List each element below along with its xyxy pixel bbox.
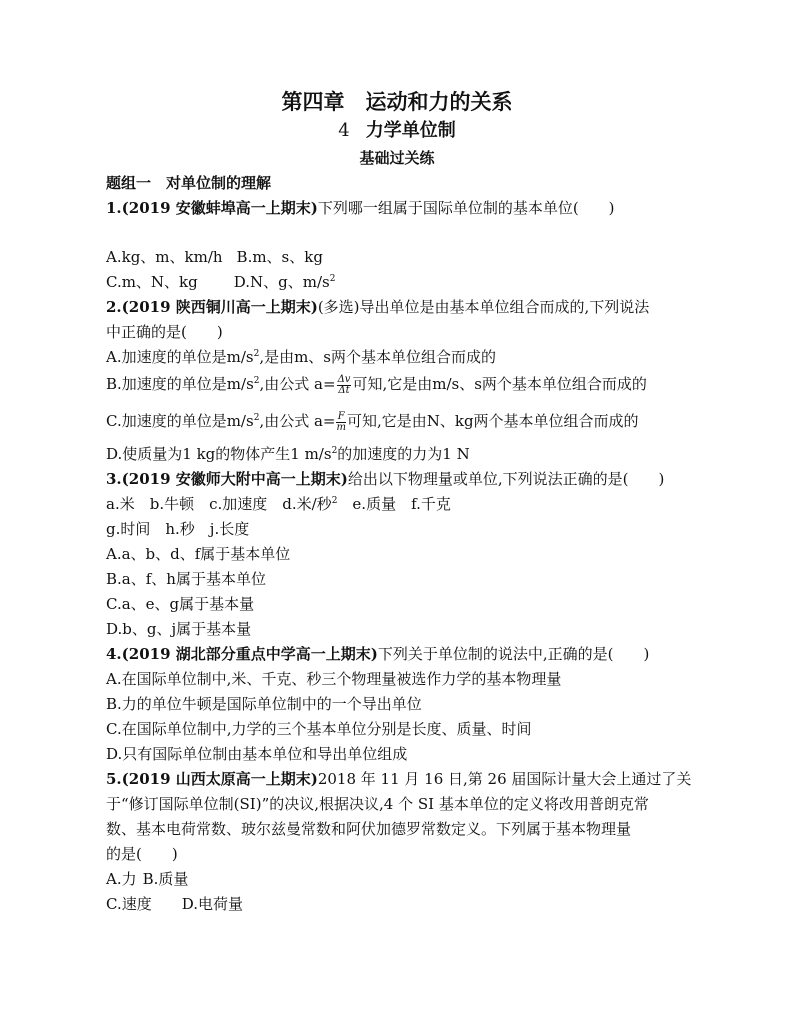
question-2-option-a: A.加速度的单位是$m/s^2$,是由m、s两个基本单位组合而成的: [106, 348, 497, 366]
question-3-option-b: B.a、f、h属于基本单位: [106, 570, 266, 588]
option-c: C.速度: [106, 895, 152, 913]
question-text: 下列关于单位制的说法中,正确的是( ): [377, 645, 650, 663]
question-5-options-ab: [106, 868, 188, 890]
question-4-stem: [106, 643, 649, 665]
section-title: [0, 118, 794, 144]
question-4-option-d: D.只有国际单位制由基本单位和导出单位组成: [106, 745, 408, 763]
question-source: 5.(2019 山西太原高一上期末): [106, 770, 318, 788]
question-1-options-cd: [106, 271, 335, 293]
question-2-stem: [106, 296, 649, 318]
question-1-options-ab: [106, 246, 323, 268]
option-d: D.N、g、$m/s^2$: [233, 273, 336, 291]
question-3-option-d: D.b、g、j属于基本量: [106, 620, 252, 638]
chapter-title: 第四章 运动和力的关系: [281, 89, 513, 114]
question-5-options-cd: [106, 893, 243, 915]
question-5-stem-4: 的是( ): [106, 845, 178, 863]
option-b: B.质量: [142, 870, 189, 888]
question-text: 给出以下物理量或单位,下列说法正确的是( ): [347, 470, 665, 488]
question-3-option-a: A.a、b、d、f属于基本单位: [106, 545, 291, 563]
question-source: 1.(2019 安徽蚌埠高一上期末): [106, 199, 318, 217]
question-3-items-1: a.米 b.牛顿 c.加速度 d.米/秒$^2$ e.质量 f.千克: [106, 495, 451, 513]
question-5-stem-2: 于“修订国际单位制(SI)”的决议,根据决议,4 个 SI 基本单位的定义将改用普朗克常: [106, 795, 649, 813]
question-text: 2018 年 11 月 16 日,第 26 届国际计量大会上通过了关: [317, 770, 692, 788]
question-3-option-c: C.a、e、g属于基本量: [106, 595, 255, 613]
section-number: 4: [338, 120, 350, 141]
option-b: B.m、s、kg: [236, 248, 323, 266]
option-a: A.力: [106, 870, 137, 888]
question-source: 2.(2019 陕西铜川高一上期末): [106, 298, 318, 316]
exercise-subtitle: 基础过关练: [359, 149, 435, 167]
fraction: $\frac{\Delta v}{\Delta t}$: [337, 373, 351, 396]
option-c: C.m、N、kg: [106, 273, 198, 291]
question-2-option-c: C.加速度的单位是$m/s^2$,由公式 a= $\frac{F}{m}$ 可知,它是由N、kg两个基本单位组合而成的: [106, 410, 639, 433]
option-a: A.kg、m、km/h: [106, 248, 223, 266]
question-5-stem-3: 数、基本电荷常数、玻尔兹曼常数和阿伏加德罗常数定义。下列属于基本物理量: [106, 820, 632, 838]
option-d: D.电荷量: [181, 895, 243, 913]
question-source: 4.(2019 湖北部分重点中学高一上期末): [106, 645, 378, 663]
question-4-option-a: A.在国际单位制中,米、千克、秒三个物理量被选作力学的基本物理量: [106, 670, 562, 688]
section-name: 力学单位制: [365, 120, 456, 141]
question-2-option-b: B.加速度的单位是$m/s^2$,由公式 a= $\frac{\Delta v}{\Delta t}$ 可知,它是由m/s、s两个基本单位组合而成的: [106, 373, 647, 396]
question-4-option-c: C.在国际单位制中,力学的三个基本单位分别是长度、质量、时间: [106, 720, 532, 738]
question-2-option-d: D.使质量为1 kg的物体产生1 $m/s^2$的加速度的力为1 N: [106, 445, 470, 463]
question-5-stem: [106, 768, 691, 790]
fraction: $\frac{F}{m}$: [336, 410, 346, 433]
group-title: 题组一 对单位制的理解: [106, 174, 272, 192]
question-text: 下列哪一组属于国际单位制的基本单位( ): [317, 199, 615, 217]
question-4-option-b: B.力的单位牛顿是国际单位制中的一个导出单位: [106, 695, 422, 713]
question-source: 3.(2019 安徽师大附中高一上期末): [106, 470, 348, 488]
question-1-stem: [106, 197, 615, 219]
question-3-stem: [106, 468, 664, 490]
question-2-stem-cont: 中正确的是( ): [106, 323, 223, 341]
question-3-items-2: g.时间 h.秒 j.长度: [106, 520, 250, 538]
question-text: (多选)导出单位是由基本单位组合而成的,下列说法: [317, 298, 650, 316]
